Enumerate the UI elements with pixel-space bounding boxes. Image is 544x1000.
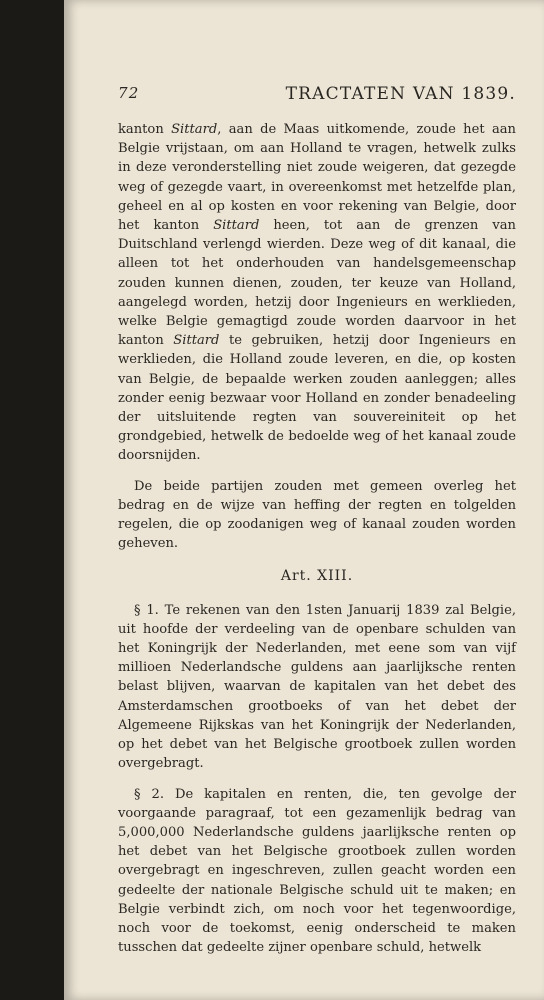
text-run: § 2. De kapitalen en renten, die, ten gevolge der voorgaande paragraaf, tot een gezamenlijk bedrag van 5,000,000 Nederlandsche guldens jaarlijksche renten op het debet van het Belgische grootboek zullen worden overgebragt en ingeschreven, zullen geacht worden een gedeelte der nationale Belgische schuld uit te maken; en Belgie verbindt zich, om noch voor het tegenwoordige, noch voor de toekomst, eenig onderscheid te maken tusschen dat gedeelte zijner openbare schuld, hetwelk (118, 786, 516, 956)
page-content (118, 84, 516, 968)
body-text (118, 120, 516, 957)
book-page (64, 0, 544, 1000)
page-number: 72 (118, 84, 140, 102)
running-title: TRACTATEN VAN 1839. (285, 84, 516, 104)
italic-text: Sittard (173, 333, 220, 349)
text-run: te gebruiken, hetzij door Ingenieurs en werklieden, die Holland zoude leveren, en die, op kosten van Belgie, de bepaalde werken zouden aanleggen; alles zonder eenig bezwaar voor Holland en zonder benadeeling der uitsluitende regten van souvereiniteit op het grondgebied, hetwelk de bedoelde weg of het kanaal zoude doorsnijden. (118, 333, 516, 464)
italic-text: Sittard (213, 218, 260, 234)
paragraph (118, 601, 516, 774)
italic-text: Sittard (171, 122, 218, 137)
paragraph (118, 120, 516, 466)
text-run: § 1. Te rekenen van den 1sten Januarij 1839 zal Belgie, uit hoofde der verdeeling van de openbare schulden van het Koningrijk der Nederlanden, met eene som van vijf millioen Nederlandsche guldens aan jaarlijksche renten belast blijven, waarvan de kapitalen van het debet des Amsterdamschen grootboeks of van het debet der Algemeene Rijkskas van het Koningrijk der Nederlanden, op het debet van het Belgische grootboek zullen worden overgebragt. (118, 602, 516, 772)
text-run: heen, tot aan de grenzen van Duitschland verlengd wierden. Deze weg of dit kanaal, die alleen tot het onderhouden van handelsgemeenschap zouden kunnen dienen, zouden, ter keuze van Holland, aangelegd worden, hetzij door Ingenieurs en werklieden, welke Belgie gemagtigd zoude worden daarvoor in het kanton (118, 218, 516, 349)
text-run: kanton (118, 122, 172, 137)
text-run: De beide partijen zouden met gemeen overleg het bedrag en de wijze van heffing der regten en tolgelden regelen, die op zoodanigen weg of kanaal zouden worden geheven. (118, 478, 516, 552)
article-heading (118, 567, 516, 586)
paragraph (118, 477, 516, 554)
text-run: Art. XIII. (280, 568, 354, 585)
running-head (118, 84, 516, 110)
text-run: , aan de Maas uitkomende, zoude het aan Belgie vrijstaan, om aan Holland te vragen, hetwelk zulks in deze veronderstelling niet zoude weigeren, dat gezegde weg of gezegde vaart, in overeenkomst met hetzelfde plan, geheel en al op kosten en voor rekening van Belgie, door het kanton (118, 122, 516, 234)
paragraph (118, 785, 516, 958)
